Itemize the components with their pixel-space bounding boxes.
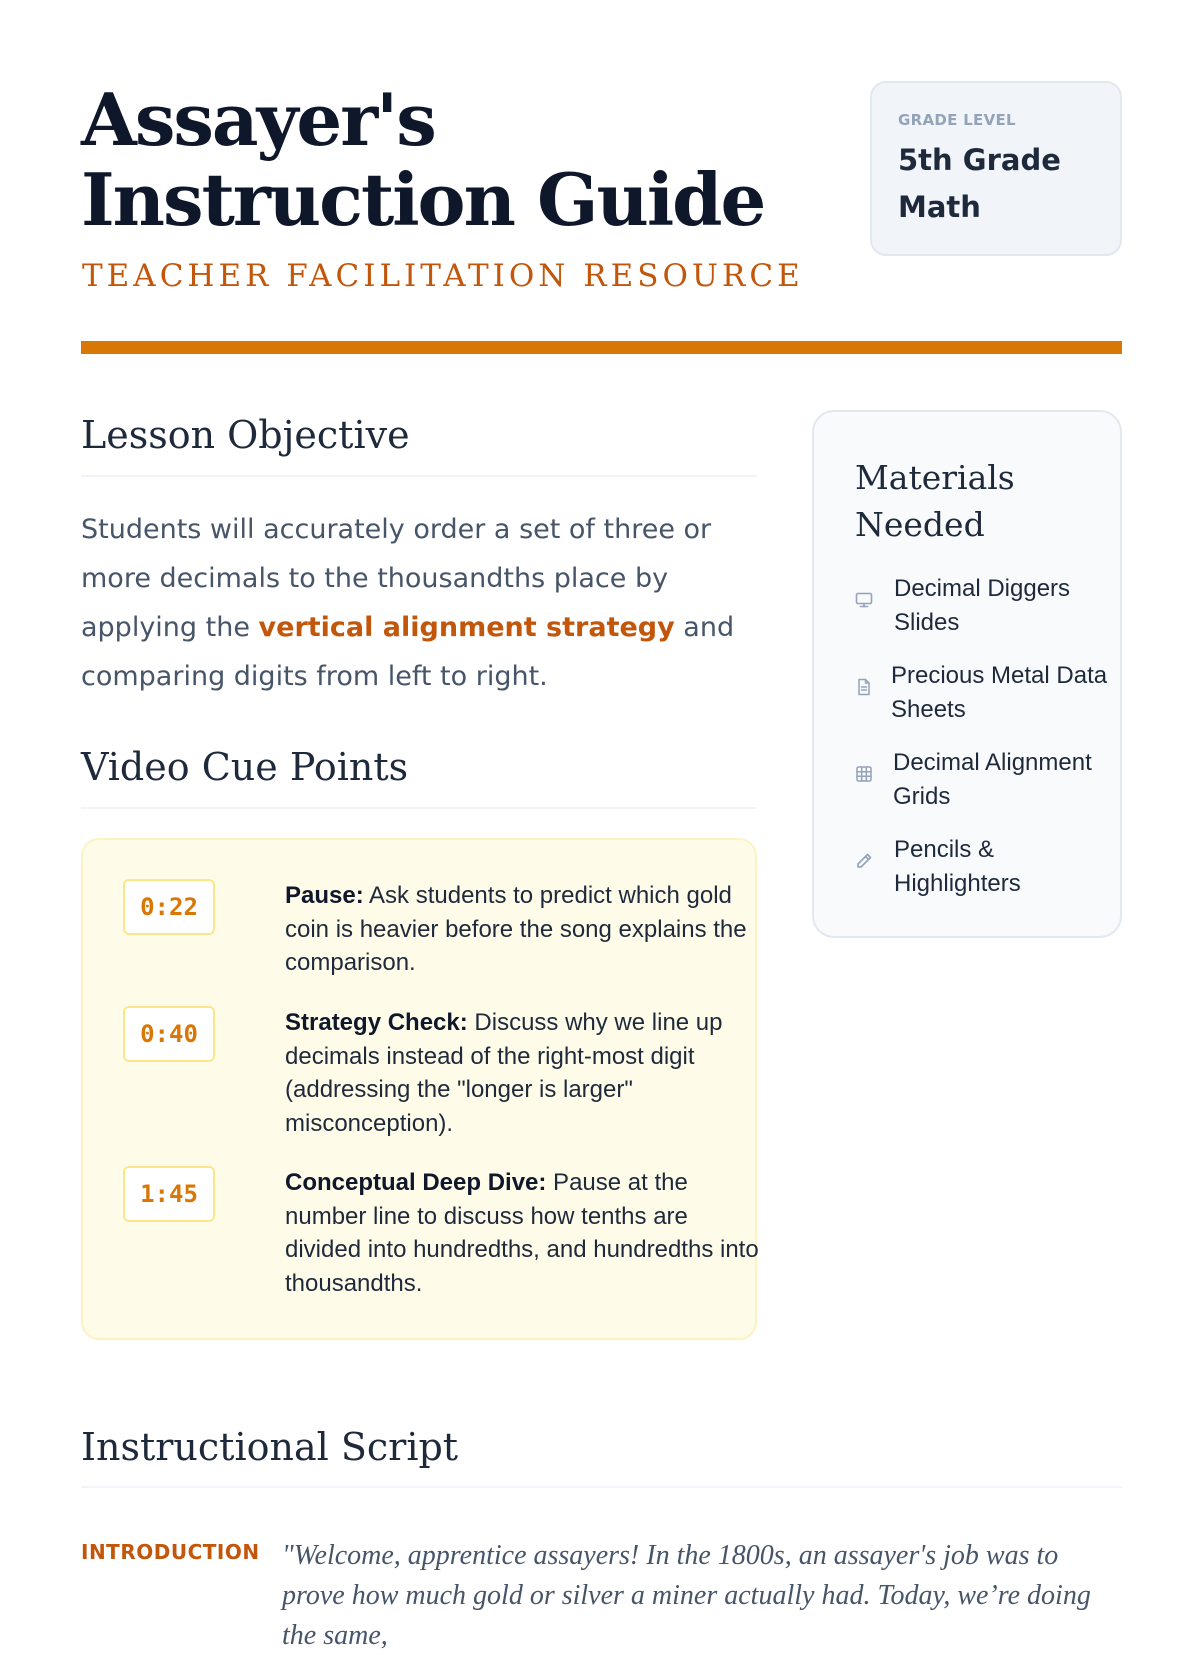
instructional-script-divider xyxy=(81,1486,1122,1488)
objective-highlight: vertical alignment strategy xyxy=(258,612,675,643)
page-title: Assayer's Instruction Guide xyxy=(81,77,765,242)
objective-text-start: Students will accurately order a set of three or more decimals to the thousandths place by applying the xyxy=(81,514,712,643)
cue-label: Conceptual Deep Dive: xyxy=(285,1169,547,1196)
cue-label: Pause: xyxy=(285,882,364,909)
cue-timestamp[interactable]: 1:45 xyxy=(123,1166,215,1222)
lesson-objective-text xyxy=(81,505,761,701)
cue-timestamp[interactable]: 0:22 xyxy=(123,879,215,935)
grid-icon xyxy=(854,764,874,784)
grade-level-value: 5th Grade Math xyxy=(898,143,1061,224)
materials-item-label: Pencils & Highlighters xyxy=(894,836,1021,897)
script-stage-label: INTRODUCTION xyxy=(81,1540,260,1564)
cue-detail: Ask students to predict which gold coin is heavier before the song explains the comparison. xyxy=(285,882,747,976)
materials-list-item xyxy=(854,572,1104,642)
video-cue-points-heading: Video Cue Points xyxy=(81,745,409,789)
cue-label: Strategy Check: xyxy=(285,1009,468,1036)
pencil-icon xyxy=(854,851,874,871)
page-subtitle: TEACHER FACILITATION RESOURCE xyxy=(82,258,804,294)
header-divider xyxy=(81,341,1122,354)
materials-list-item xyxy=(854,659,1108,729)
document-icon xyxy=(854,677,874,697)
materials-list-item xyxy=(854,746,1104,816)
cue-description xyxy=(285,879,765,980)
script-stage-text: "Welcome, apprentice assayers! In the 1800s, an assayer's job was to prove how much gold or silver a miner actually had. Today, we’re doing the same, xyxy=(282,1540,1091,1651)
grade-level-label: GRADE LEVEL xyxy=(898,111,1016,129)
materials-heading: Materials Needed xyxy=(855,458,1015,544)
monitor-icon xyxy=(854,590,874,610)
cue-detail: Pause at the number line to discuss how tenths are divided into hundredths, and hundredths into thousandths. xyxy=(285,1169,759,1297)
cue-timestamp[interactable]: 0:40 xyxy=(123,1006,215,1062)
cue-description xyxy=(285,1006,765,1140)
objective-text-end: and comparing digits from left to right. xyxy=(81,612,735,692)
lesson-objective-heading: Lesson Objective xyxy=(81,413,410,457)
instructional-script-heading: Instructional Script xyxy=(81,1425,459,1469)
cue-description xyxy=(285,1166,765,1300)
materials-item-label: Decimal Alignment Grids xyxy=(893,749,1092,810)
materials-item-label: Decimal Diggers Slides xyxy=(894,575,1071,636)
video-cue-panel xyxy=(81,838,757,1340)
cue-detail: Discuss why we line up decimals instead of the right-most digit (addressing the "longer is larger" misconception). xyxy=(285,1009,723,1137)
materials-item-label: Precious Metal Data Sheets xyxy=(891,662,1108,723)
grade-level-card xyxy=(870,81,1122,256)
video-cue-points-divider xyxy=(81,807,757,809)
materials-card xyxy=(812,410,1122,938)
lesson-objective-divider xyxy=(81,475,757,477)
materials-list-item xyxy=(854,833,1104,903)
